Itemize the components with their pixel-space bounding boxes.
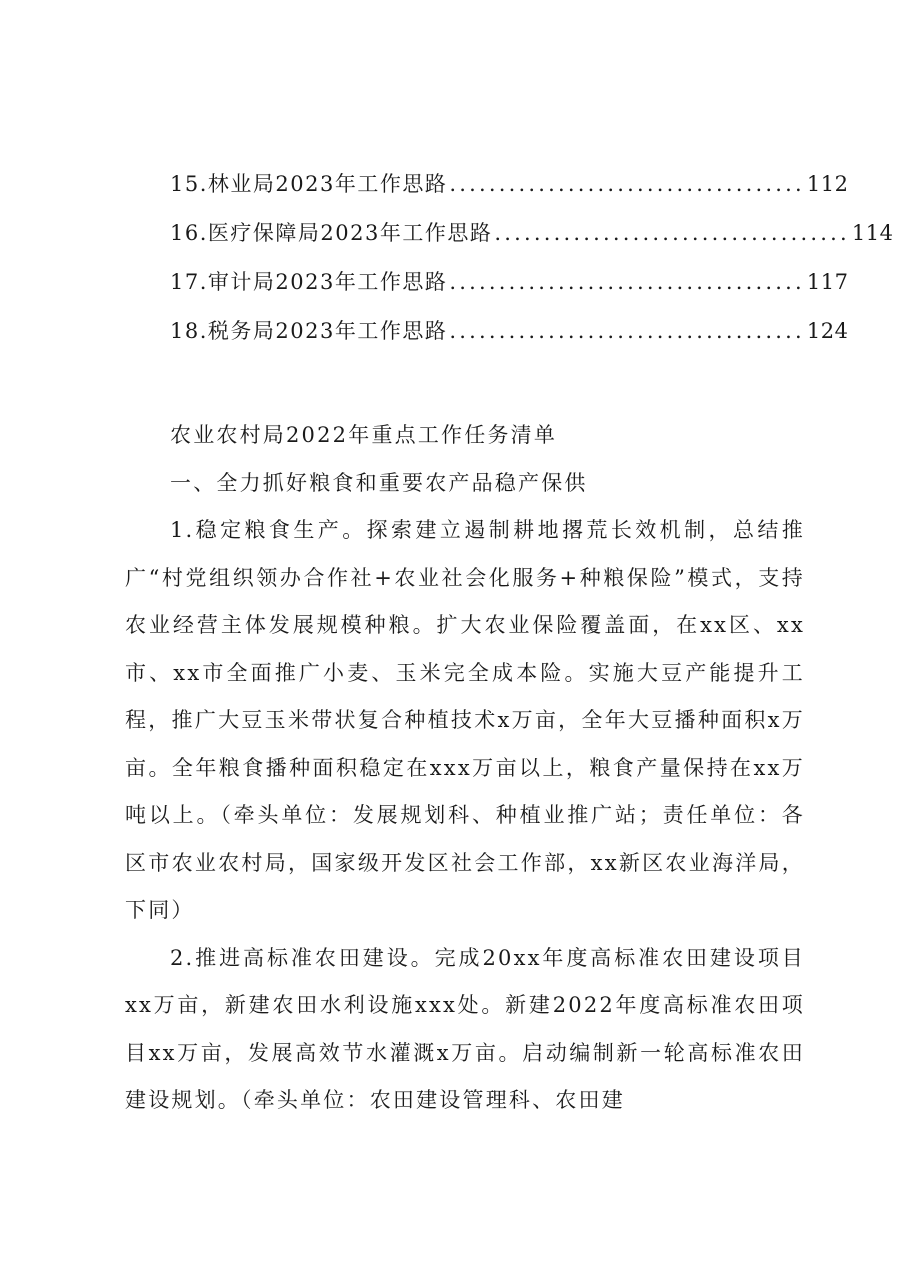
table-of-contents (170, 168, 894, 364)
paragraph: 2.推进高标准农田建设。完成20xx年度高标准农田建设项目xx万亩，新建农田水利设施xxx处。新建2022年度高标准农田项目xx万亩，发展高效节水灌溉x万亩。启动编制新一轮高标准农田建设规划。（牵头单位：农田建设管理科、农田建 (125, 945, 805, 1112)
toc-entry[interactable] (170, 217, 894, 266)
toc-entry-title: 18.税务局2023年工作思路 (170, 319, 448, 343)
toc-entry-title: 16.医疗保障局2023年工作思路 (170, 221, 493, 245)
toc-page-number: 124 (806, 319, 849, 343)
section-heading: 一、全力抓好粮食和重要农产品稳产保供 (170, 470, 588, 495)
toc-entry[interactable] (170, 266, 849, 315)
toc-leader-dots: .................................... (494, 221, 850, 245)
toc-leader-dots: .................................... (449, 319, 805, 343)
toc-entry[interactable] (170, 315, 849, 364)
toc-page-number: 117 (806, 270, 849, 294)
toc-entry-title: 17.审计局2023年工作思路 (170, 270, 448, 294)
document-body (125, 412, 805, 1125)
paragraph: 1.稳定粮食生产。探索建立遏制耕地撂荒长效机制，总结推广“村党组织领办合作社+农业社会化服务+种粮保险”模式，支持农业经营主体发展规模种粮。扩大农业保险覆盖面，在xx区、xx市、xx市全面推广小麦、玉米完全成本险。实施大豆产能提升工程，推广大豆玉米带状复合种植技术x万亩，全年大豆播种面积x万亩。全年粮食播种面积稳定在xxx万亩以上，粮食产量保持在xx万吨以上。（牵头单位：发展规划科、种植业推广站；责任单位：各区市农业农村局，国家级开发区社会工作部，xx新区农业海洋局，下同） (125, 518, 805, 922)
toc-entry-title: 15.林业局2023年工作思路 (170, 172, 448, 196)
toc-page-number: 114 (851, 221, 894, 245)
toc-leader-dots: .................................... (449, 270, 805, 294)
toc-page-number: 112 (806, 172, 849, 196)
document-title: 农业农村局2022年重点工作任务清单 (170, 423, 558, 447)
toc-entry[interactable] (170, 168, 849, 217)
toc-leader-dots: .................................... (449, 172, 805, 196)
